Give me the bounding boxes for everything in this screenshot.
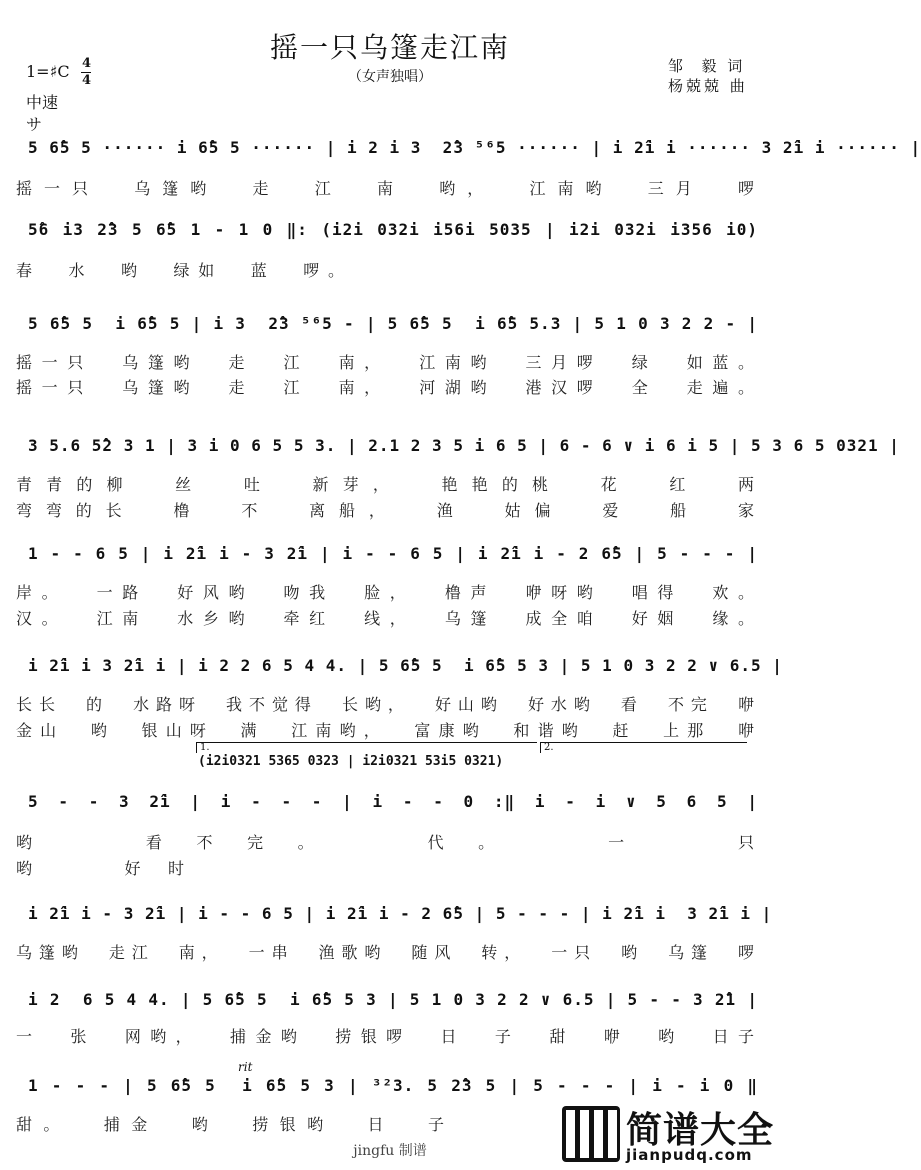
notation-line-5: 1 - - 6 5 | i 2̂i i - 3 2̂i | i - - 6 5 | i 2̂i i - 2 6̂5 | 5 - - - |	[28, 544, 758, 563]
notation-line-2: 5̂6 i3 2̂3 5 6̂5 1 - 1 0 ‖: (i2i 032i i56i 5035 | i2i 032i i356 i0)	[28, 220, 758, 239]
volta-label-2: 2.	[544, 742, 554, 753]
composer-credit: 杨兢兢 曲	[668, 77, 748, 95]
lyricist-credit: 邹 毅 词	[668, 57, 746, 75]
intro-mark: サ	[26, 115, 43, 134]
lyric-line-5b: 汉。 江南 水乡哟 牵红 线， 乌篷 成全咱 好姻 缘。	[16, 609, 756, 628]
lyric-line-10: 甜。 捕金 哟 捞银哟 日 子	[16, 1115, 446, 1134]
notation-line-4: 3 5.6 5̂2 3 1 | 3 i 0 6 5 5 3. | 2.1 2 3 5 i 6 5 | 6 - 6 ∨ i 6 i 5 | 5 3 6 5 0321 |	[28, 436, 900, 455]
volta-bracket-2	[540, 742, 747, 753]
song-title: 摇一只乌篷走江南	[269, 31, 510, 64]
lyric-line-9: 一 张 网哟， 捕金哟 捞银啰 日 子 甜 咿 哟 日子	[16, 1027, 756, 1046]
notation-line-9: i 2 6 5 4 4. | 5 6̂5 5 i 6̂5 5 3 | 5 1 0 3 2 2 ∨ 6.5 | 5 - - 3 2̂1 |	[28, 990, 758, 1009]
notation-line-7: 5 - - 3 2̂i | i - - - | i - - 0 :‖ i - i ∨ 5 6 5 |	[28, 792, 758, 811]
logo-name: 简谱大全	[626, 1110, 775, 1151]
notation-line-6: i 2̂i i 3 2̂i i | i 2 2 6 5 4 4. | 5 6̂5 5 i 6̂5 5 3 | 5 1 0 3 2 2 ∨ 6.5 |	[28, 656, 783, 675]
transcriber-credit: jingfu 制谱	[353, 1143, 427, 1159]
volta-bracket-notes: (i2i0321 5365 0323 | i2i0321 53i5 0321)	[198, 754, 504, 769]
song-subtitle: （女声独唱）	[348, 69, 432, 85]
lyric-line-6b: 金山 哟 银山呀 满 江南哟， 富康哟 和谐哟 赶 上那 咿	[16, 721, 756, 740]
lyric-line-1: 摇一只 乌篷哟 走 江 南 哟， 江南哟 三月 啰	[16, 179, 756, 198]
lyric-line-8: 乌篷哟 走江 南， 一串 渔歌哟 随风 转， 一只 哟 乌篷 啰	[16, 943, 756, 962]
lyric-line-5a: 岸。 一路 好风哟 吻我 脸， 橹声 咿呀哟 唱得 欢。	[16, 583, 756, 602]
lyric-line-7a: 哟 看不完。 代。 一 只	[16, 833, 756, 852]
ritardando-mark: rit	[238, 1060, 253, 1074]
lyric-line-2: 春 水 哟 绿如 蓝 啰。	[16, 261, 346, 280]
logo-url: jianpudq.com	[626, 1146, 753, 1164]
notation-line-8: i 2̂i i - 3 2̂i | i - - 6 5 | i 2̂i i - 2 6̂5 | 5 - - - | i 2̂i i 3 2̂i i |	[28, 904, 773, 923]
volta-label-1: 1.	[200, 742, 210, 753]
lyric-line-4b: 弯弯的长 橹 不 离船， 渔 姑偏 爱 船 家	[16, 501, 756, 520]
time-signature-top: 4	[82, 56, 92, 71]
tempo-marking: 中速	[26, 93, 59, 112]
time-signature-bottom: 4	[82, 73, 92, 88]
notation-line-1: 5 6̂5 5 ······ i 6̂5 5 ······ | i 2 i 3 2̂3 ⁵⁶5 ······ | i 2̂i i ······ 3 2̂i i ······ |	[28, 138, 921, 157]
volta-bracket-1	[196, 742, 537, 753]
piano-keys-icon	[562, 1106, 620, 1162]
notation-line-10: 1 - - - | 5 6̂5 5 i 6̂5 5 3 | ³²3. 5 2̂3 5 | 5 - - - | i - i 0 ‖	[28, 1076, 758, 1095]
lyric-line-6a: 长长 的 水路呀 我不觉得 长哟， 好山哟 好水哟 看 不完 咿	[16, 695, 756, 714]
site-logo	[562, 1102, 774, 1166]
notation-line-3: 5 6̂5 5 i 6̂5 5 | i 3 2̂3 ⁵⁶5 - | 5 6̂5 5 i 6̂5 5.3 | 5 1 0 3 2 2 - |	[28, 314, 758, 333]
lyric-line-4a: 青青的柳 丝 吐 新芽， 艳艳的桃 花 红 两	[16, 475, 756, 494]
lyric-line-7b: 哟 好时	[16, 859, 186, 878]
key-signature: 1=♯C	[26, 62, 70, 81]
lyric-line-3a: 摇一只 乌篷哟 走 江 南， 江南哟 三月啰 绿 如蓝。	[16, 353, 756, 372]
lyric-line-3b: 摇一只 乌篷哟 走 江 南， 河湖哟 港汉啰 全 走遍。	[16, 378, 756, 397]
